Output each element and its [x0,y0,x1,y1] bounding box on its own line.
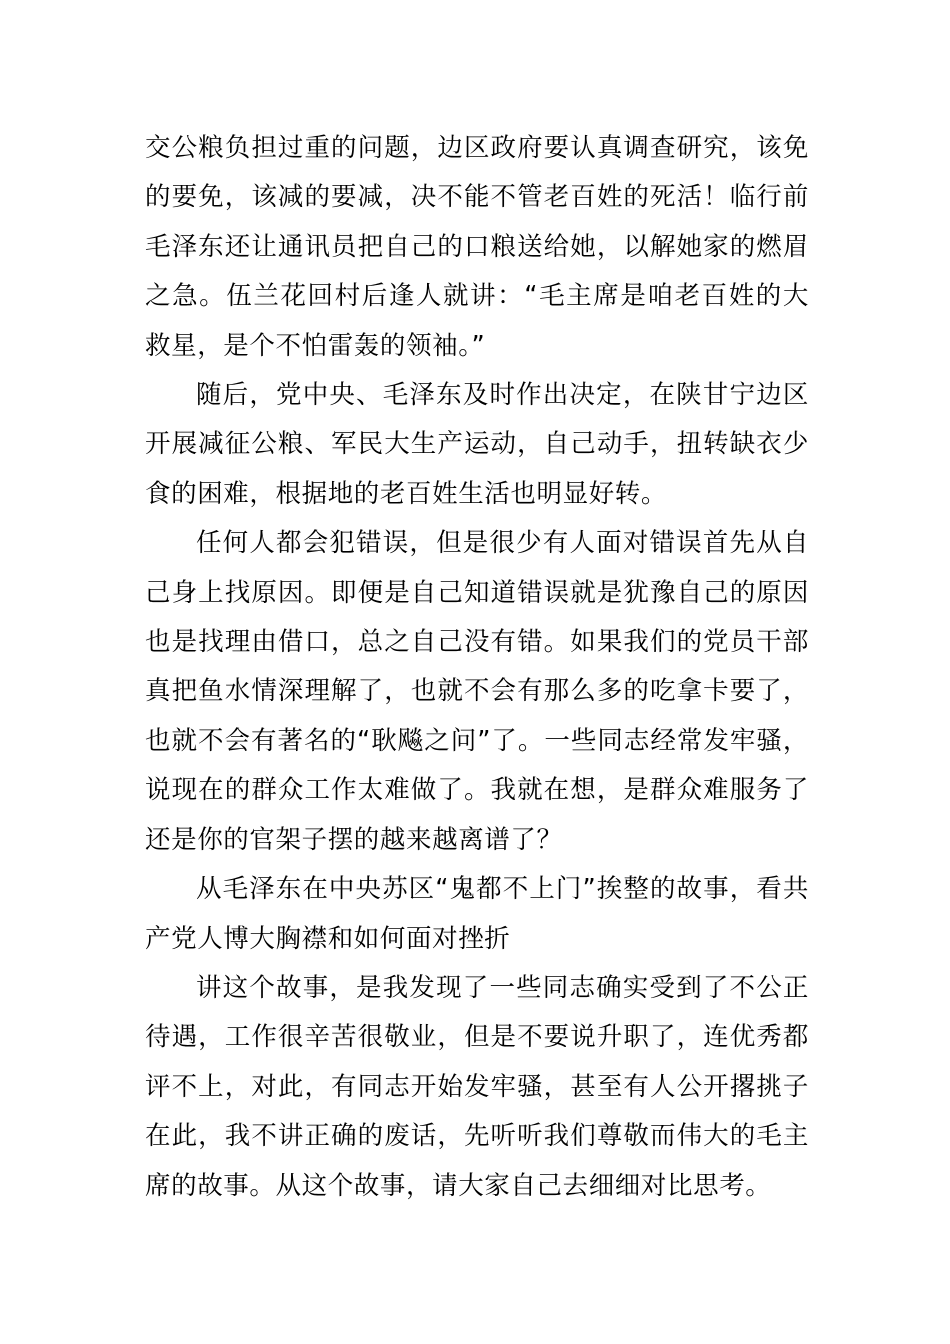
paragraph-5: 讲这个故事，是我发现了一些同志确实受到了不公正待遇，工作很辛苦很敬业，但是不要说升职了，连优秀都评不上，对此，有同志开始发牢骚，甚至有人公开撂挑子在此，我不讲正确的废话，先听听我们尊敬而伟大的毛主席的故事。从这个故事，请大家自己去细细对比思考。 [145,972,809,1201]
paragraph-1: 交公粮负担过重的问题，边区政府要认真调查研究，该免的要免，该减的要减，决不能不管老百姓的死活！临行前毛泽东还让通讯员把自己的口粮送给她，以解她家的燃眉之急。伍兰花回村后逢人就讲：“毛主席是咱老百姓的大救星，是个不怕雷轰的领袖。” [145,133,809,361]
section-heading: 从毛泽东在中央苏区“鬼都不上门”挨整的故事，看共产党人博大胸襟和如何面对挫折 [145,874,809,954]
body-text [145,124,809,1211]
paragraph-2: 随后，党中央、毛泽东及时作出决定，在陕甘宁边区开展减征公粮、军民大生产运动，自己动手，扭转缺衣少食的困难，根据地的老百姓生活也明显好转。 [145,380,809,509]
paragraph-3: 任何人都会犯错误，但是很少有人面对错误首先从自己身上找原因。即便是自己知道错误就是犹豫自己的原因也是找理由借口，总之自己没有错。如果我们的党员干部真把鱼水情深理解了，也就不会有那么多的吃拿卡要了，也就不会有著名的“耿飚之问”了。一些同志经常发牢骚，说现在的群众工作太难做了。我就在想，是群众难服务了还是你的官架子摆的越来越离谱了？ [145,528,809,855]
